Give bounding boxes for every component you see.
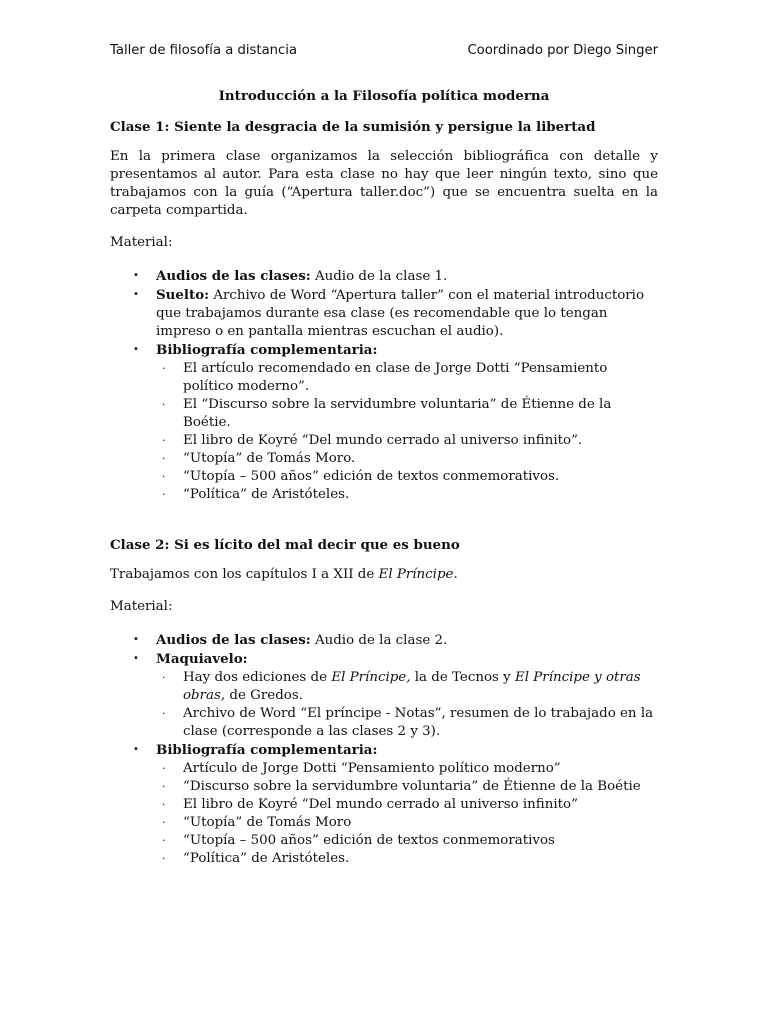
sub-list-item [156, 760, 658, 778]
sub-list-item [156, 432, 658, 450]
book-title: El Príncipe, [331, 670, 411, 685]
sub-bullet-icon: · [162, 671, 166, 684]
item-label: Suelto: [156, 287, 210, 303]
material-label-clase-1: Material: [110, 235, 173, 250]
section-heading-clase-2: Clase 2: Si es lícito del mal decir que es bueno [110, 537, 460, 553]
item-label: Bibliografía complementaria: [156, 742, 378, 758]
sub-bullet-icon: · [162, 852, 166, 865]
item-label: Maquiavelo: [156, 651, 248, 667]
sub-bullet-icon: · [162, 834, 166, 847]
sub-list-item [156, 468, 658, 486]
sub-item-text: El libro de Koyré “Del mundo cerrado al universo infinito” [183, 797, 578, 812]
sublist-maquiavelo [156, 669, 658, 741]
sub-item-text: “Política” de Aristóteles. [183, 851, 350, 866]
page-header [110, 42, 658, 60]
bullet-icon: • [133, 653, 139, 664]
sub-item-text: la de Tecnos y [410, 670, 515, 685]
sub-list-item [156, 778, 658, 796]
sublist-bibliografia-clase-2 [156, 760, 658, 868]
sub-bullet-icon: · [162, 434, 166, 447]
sub-item-text: “Utopía” de Tomás Moro. [183, 451, 356, 466]
sub-list-item [156, 814, 658, 832]
list-item [110, 286, 658, 341]
material-label-clase-2: Material: [110, 599, 173, 614]
sub-item-text: “Utopía – 500 años” edición de textos conmemorativos. [183, 469, 560, 484]
sublist-bibliografia-clase-1 [156, 360, 658, 504]
sub-item-text: Hay dos ediciones de [183, 670, 332, 685]
sub-item-text: El “Discurso sobre la servidumbre voluntaria” de Étienne de la Boétie. [183, 397, 612, 430]
bullet-icon: • [133, 289, 139, 300]
document-body [110, 87, 658, 868]
item-text: Audio de la clase 1. [310, 269, 448, 284]
material-list-clase-2 [110, 631, 658, 868]
sub-list-item [156, 396, 658, 432]
sub-bullet-icon: · [162, 398, 166, 411]
list-item [110, 267, 658, 286]
sub-item-text: El libro de Koyré “Del mundo cerrado al universo infinito”. [183, 433, 583, 448]
section-heading-clase-1: Clase 1: Siente la desgracia de la sumisión y persigue la libertad [110, 119, 596, 135]
sub-bullet-icon: · [162, 362, 166, 375]
list-item [110, 631, 658, 650]
sub-item-text: El artículo recomendado en clase de Jorge Dotti “Pensamiento político moderno”. [183, 361, 608, 394]
sub-item-text: “Utopía” de Tomás Moro [183, 815, 352, 830]
item-text: Audio de la clase 2. [310, 633, 448, 648]
document-title: Introducción a la Filosofía política moderna [218, 88, 550, 104]
section-intro-clase-1: En la primera clase organizamos la selección bibliográfica con detalle y presentamos al autor. Para esta clase no hay que leer ningún texto, sino que trabajamos con la guía (“Apertura taller.doc”) que se encuentra suelta en la carpeta compartida. [110, 149, 658, 218]
book-title: El Príncipe y otras obras, [183, 670, 641, 703]
sub-bullet-icon: · [162, 798, 166, 811]
material-list-clase-1 [110, 267, 658, 504]
sub-list-item [156, 360, 658, 396]
sub-bullet-icon: · [162, 816, 166, 829]
sub-bullet-icon: · [162, 488, 166, 501]
list-item [110, 741, 658, 868]
intro-book-title: El Príncipe [378, 567, 454, 582]
item-text: Archivo de Word “Apertura taller” con el material introductorio que trabajamos durante esa clase (es recomendable que lo tengan impreso o en pantalla mientras escuchan el audio). [156, 288, 645, 339]
sub-bullet-icon: · [162, 452, 166, 465]
sub-bullet-icon: · [162, 780, 166, 793]
item-label: Bibliografía complementaria: [156, 342, 378, 358]
sub-bullet-icon: · [162, 762, 166, 775]
item-label: Audios de las clases: [156, 268, 311, 284]
sub-item-text: Archivo de Word “El príncipe - Notas”, resumen de lo trabajado en la clase (corresponde a las clases 2 y 3). [183, 706, 654, 739]
item-label: Audios de las clases: [156, 632, 311, 648]
sub-list-item [156, 832, 658, 850]
section-intro-clase-2 [110, 566, 658, 584]
bullet-icon: • [133, 744, 139, 755]
sub-list-item [156, 850, 658, 868]
bullet-icon: • [133, 634, 139, 645]
header-right: Coordinado por Diego Singer [467, 43, 658, 58]
intro-suffix: . [453, 567, 458, 582]
sub-item-text: “Discurso sobre la servidumbre voluntaria” de Étienne de la Boétie [183, 779, 641, 794]
list-item [110, 341, 658, 504]
sub-list-item [156, 796, 658, 814]
header-left: Taller de filosofía a distancia [110, 43, 298, 58]
bullet-icon: • [133, 270, 139, 281]
sub-list-item [156, 705, 658, 741]
sub-item-text: “Política” de Aristóteles. [183, 487, 350, 502]
sub-list-item [156, 669, 658, 705]
sub-item-text: “Utopía – 500 años” edición de textos conmemorativos [183, 833, 555, 848]
list-item [110, 650, 658, 741]
sub-bullet-icon: · [162, 470, 166, 483]
sub-item-text: Artículo de Jorge Dotti “Pensamiento político moderno” [183, 761, 561, 776]
sub-list-item [156, 450, 658, 468]
intro-text: Trabajamos con los capítulos I a XII de [110, 567, 379, 582]
sub-item-text: de Gredos. [225, 688, 303, 703]
section-spacer [110, 504, 658, 536]
sub-bullet-icon: · [162, 707, 166, 720]
sub-list-item [156, 486, 658, 504]
bullet-icon: • [133, 344, 139, 355]
